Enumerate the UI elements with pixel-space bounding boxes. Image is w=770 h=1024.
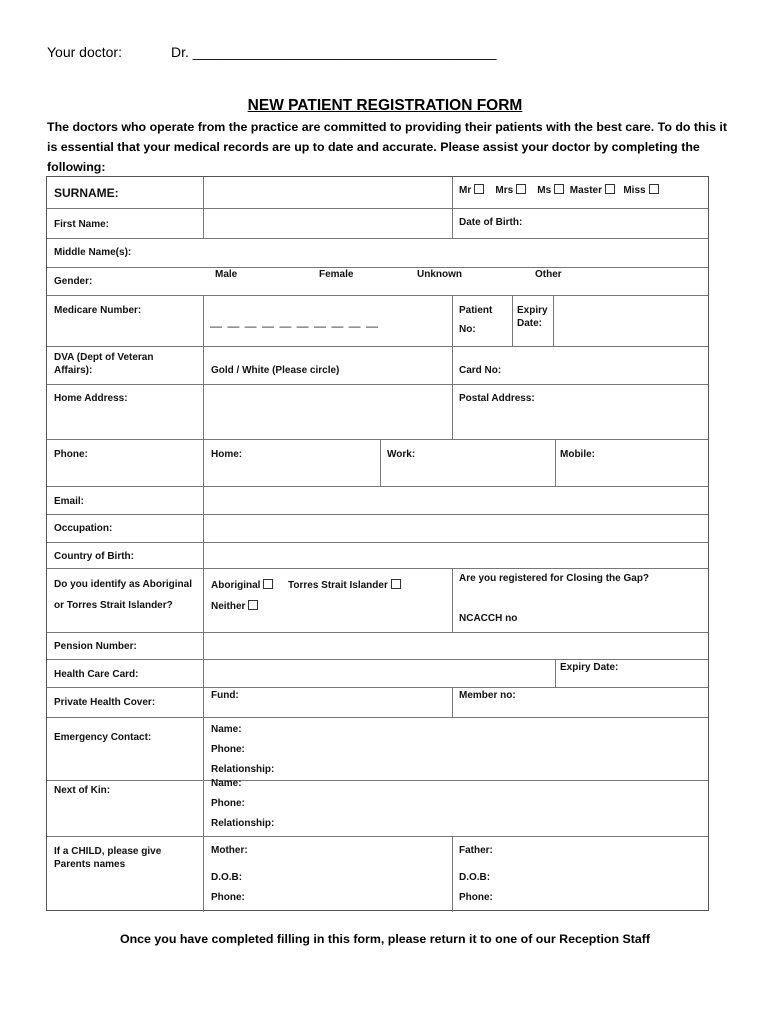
- title-ms[interactable]: Ms: [537, 185, 564, 196]
- checkbox-mrs[interactable]: [516, 184, 526, 194]
- medicare-number-dashes[interactable]: — — — — — — — — — —: [210, 319, 380, 333]
- home-address-label: Home Address:: [54, 393, 128, 404]
- gender-female[interactable]: Female: [319, 269, 354, 280]
- fund-label: Fund:: [211, 690, 239, 701]
- dva-card-no-label: Card No:: [459, 365, 502, 376]
- middle-names-label: Middle Name(s):: [54, 247, 132, 258]
- father-dob-label: D.O.B:: [459, 872, 491, 883]
- registration-form-table: [46, 176, 709, 911]
- intro-text: The doctors who operate from the practice are committed to providing their patients with the best care. To do this it is essential that your medical records are up to date and accurate. Please assist your doctor by completing the following:: [47, 120, 727, 174]
- gender-label: Gender:: [54, 276, 93, 287]
- dva-card-colour[interactable]: Gold / White (Please circle): [211, 365, 340, 376]
- patient-no-label: Patient: [459, 305, 493, 316]
- aboriginal-question-2: or Torres Strait Islander?: [54, 600, 173, 611]
- email-label: Email:: [54, 496, 85, 507]
- checkbox-ms[interactable]: [554, 184, 564, 194]
- aboriginal-question-1: Do you identify as Aboriginal: [54, 579, 192, 590]
- child-parents-label: If a CHILD, please give Parents names: [54, 846, 162, 870]
- health-care-card-label: Health Care Card:: [54, 669, 139, 680]
- gender-unknown[interactable]: Unknown: [417, 269, 462, 280]
- title-options: [459, 184, 659, 196]
- kin-phone-label: Phone:: [211, 798, 245, 809]
- option-neither[interactable]: Neither: [211, 600, 258, 612]
- first-name-label: First Name:: [54, 219, 110, 230]
- gender-male[interactable]: Male: [215, 269, 238, 280]
- dob-label: Date of Birth:: [459, 217, 523, 228]
- health-care-expiry-label: Expiry Date:: [560, 662, 619, 673]
- medicare-expiry-label-2: Date:: [517, 318, 543, 329]
- title-mr[interactable]: Mr: [459, 185, 484, 196]
- kin-relationship-label: Relationship:: [211, 818, 275, 829]
- medicare-label: Medicare Number:: [54, 305, 142, 316]
- phone-work-label: Work:: [387, 449, 416, 460]
- closing-the-gap-label: Are you registered for Closing the Gap?: [459, 573, 650, 584]
- checkbox-aboriginal[interactable]: [263, 579, 273, 589]
- next-of-kin-label: Next of Kin:: [54, 785, 111, 796]
- pension-label: Pension Number:: [54, 641, 137, 652]
- gender-other[interactable]: Other: [535, 269, 562, 280]
- ncacch-label: NCACCH no: [459, 613, 518, 624]
- footer-instruction: Once you have completed filling in this form, please return it to one of our Reception Staff: [119, 932, 651, 946]
- country-of-birth-label: Country of Birth:: [54, 551, 134, 562]
- mother-dob-label: D.O.B:: [211, 872, 243, 883]
- checkbox-mr[interactable]: [474, 184, 484, 194]
- title-master[interactable]: Master: [570, 185, 615, 196]
- emergency-relationship-label: Relationship:: [211, 764, 275, 775]
- dva-label: DVA (Dept of Veteran Affairs):: [54, 352, 154, 376]
- doctor-label: Your doctor:: [47, 44, 122, 60]
- father-phone-label: Phone:: [459, 892, 493, 903]
- form-title: NEW PATIENT REGISTRATION FORM: [247, 97, 523, 114]
- option-torres-strait[interactable]: Torres Strait Islander: [288, 579, 401, 591]
- emergency-contact-label: Emergency Contact:: [54, 732, 152, 743]
- checkbox-torres-strait[interactable]: [391, 579, 401, 589]
- emergency-phone-label: Phone:: [211, 744, 245, 755]
- surname-label: SURNAME:: [54, 186, 119, 200]
- member-no-label: Member no:: [459, 690, 516, 701]
- patient-no-label-2: No:: [459, 324, 476, 335]
- occupation-label: Occupation:: [54, 523, 113, 534]
- title-miss[interactable]: Miss: [623, 185, 658, 196]
- kin-name-label: Name:: [211, 778, 242, 789]
- emergency-name-label: Name:: [211, 724, 242, 735]
- phone-home-label: Home:: [211, 449, 243, 460]
- checkbox-miss[interactable]: [649, 184, 659, 194]
- title-mrs[interactable]: Mrs: [495, 185, 526, 196]
- doctor-name-field[interactable]: Dr. _______________________________________: [171, 44, 497, 60]
- private-health-label: Private Health Cover:: [54, 697, 156, 708]
- medicare-expiry-label: Expiry: [517, 305, 548, 316]
- phone-label: Phone:: [54, 449, 88, 460]
- option-aboriginal[interactable]: Aboriginal: [211, 579, 273, 591]
- checkbox-neither[interactable]: [248, 600, 258, 610]
- mother-label: Mother:: [211, 845, 248, 856]
- father-label: Father:: [459, 845, 493, 856]
- postal-address-label: Postal Address:: [459, 393, 535, 404]
- mother-phone-label: Phone:: [211, 892, 245, 903]
- checkbox-master[interactable]: [605, 184, 615, 194]
- phone-mobile-label: Mobile:: [560, 449, 595, 460]
